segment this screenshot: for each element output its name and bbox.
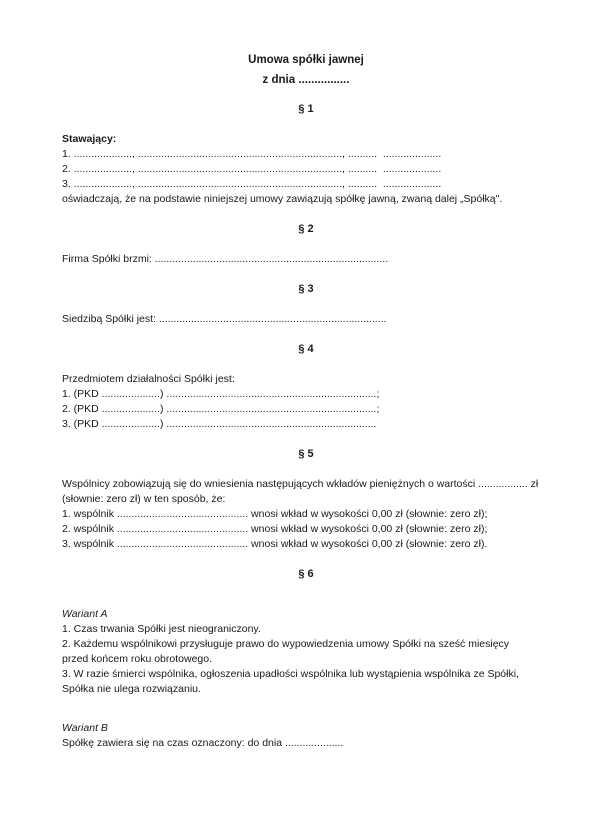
- variant-a-line-3: przed końcem roku obrotowego.: [62, 653, 212, 665]
- variant-b-label: Wariant B: [62, 722, 108, 734]
- document-header: [62, 50, 550, 90]
- party-line-1: 1. ...................., ......................................................................, .......... ....................: [62, 148, 442, 160]
- company-name-line: Firma Spółki brzmi: ................................................................................: [62, 253, 389, 265]
- section-3-heading: § 3: [298, 283, 314, 295]
- contributions-intro-line-1: Wspólnicy zobowiązują się do wniesienia następujących wkładów pieniężnych o wartości ................. zł: [62, 478, 539, 490]
- section-3-body: [62, 312, 550, 327]
- section-5-heading: § 5: [298, 448, 314, 460]
- contributions-intro-line-2: (słownie: zero zł) w ten sposób, że:: [62, 493, 226, 505]
- doc-date-line: z dnia ................: [262, 74, 350, 86]
- party-line-3: 3. ...................., ......................................................................, .......... ....................: [62, 178, 442, 190]
- pkd-line-2: 2. (PKD ....................) ........................................................................;: [62, 403, 380, 415]
- pkd-line-1: 1. (PKD ....................) ........................................................................;: [62, 388, 380, 400]
- variant-b-block: [62, 721, 550, 751]
- section-5-body: [62, 477, 550, 552]
- variant-a-line-1: 1. Czas trwania Spółki jest nieograniczony.: [62, 623, 261, 635]
- business-activity-label: Przedmiotem działalności Spółki jest:: [62, 373, 235, 385]
- section-2-body: [62, 252, 550, 267]
- variant-a-line-4: 3. W razie śmierci wspólnika, ogłoszenia upadłości wspólnika lub wystąpienia wspólnika ze Spółki,: [62, 668, 519, 680]
- variant-a-line-5: Spółka nie ulega rozwiązaniu.: [62, 683, 201, 695]
- contribution-line-1: 1. wspólnik ............................................. wnosi wkład w wysokości 0,00 zł (słownie: zero zł);: [62, 508, 488, 520]
- section-1-heading: § 1: [298, 103, 314, 115]
- doc-title: Umowa spółki jawnej: [248, 54, 364, 66]
- contribution-line-2: 2. wspólnik ............................................. wnosi wkład w wysokości 0,00 zł (słownie: zero zł);: [62, 523, 488, 535]
- parties-declaration: oświadczają, że na podstawie niniejszej umowy zawiązują spółkę jawną, zwaną dalej „Spółką".: [62, 193, 503, 205]
- contribution-line-3: 3. wspólnik ............................................. wnosi wkład w wysokości 0,00 zł (słownie: zero zł).: [62, 538, 488, 550]
- variant-a-label: Wariant A: [62, 608, 108, 620]
- parties-label: Stawający:: [62, 133, 117, 145]
- section-4-body: [62, 372, 550, 432]
- variant-a-block: [62, 607, 550, 697]
- company-seat-line: Siedzibą Spółki jest: ..............................................................................: [62, 313, 387, 325]
- section-4-heading: § 4: [298, 343, 314, 355]
- section-6-heading: § 6: [298, 568, 314, 580]
- section-1-body: [62, 132, 550, 207]
- variant-b-line: Spółkę zawiera się na czas oznaczony: do dnia ....................: [62, 737, 344, 749]
- pkd-line-3: 3. (PKD ....................) ........................................................................: [62, 418, 377, 430]
- section-2-heading: § 2: [298, 223, 314, 235]
- party-line-2: 2. ...................., ......................................................................, .......... ....................: [62, 163, 442, 175]
- variant-a-line-2: 2. Każdemu wspólnikowi przysługuje prawo do wypowiedzenia umowy Spółki na sześć miesięcy: [62, 638, 510, 650]
